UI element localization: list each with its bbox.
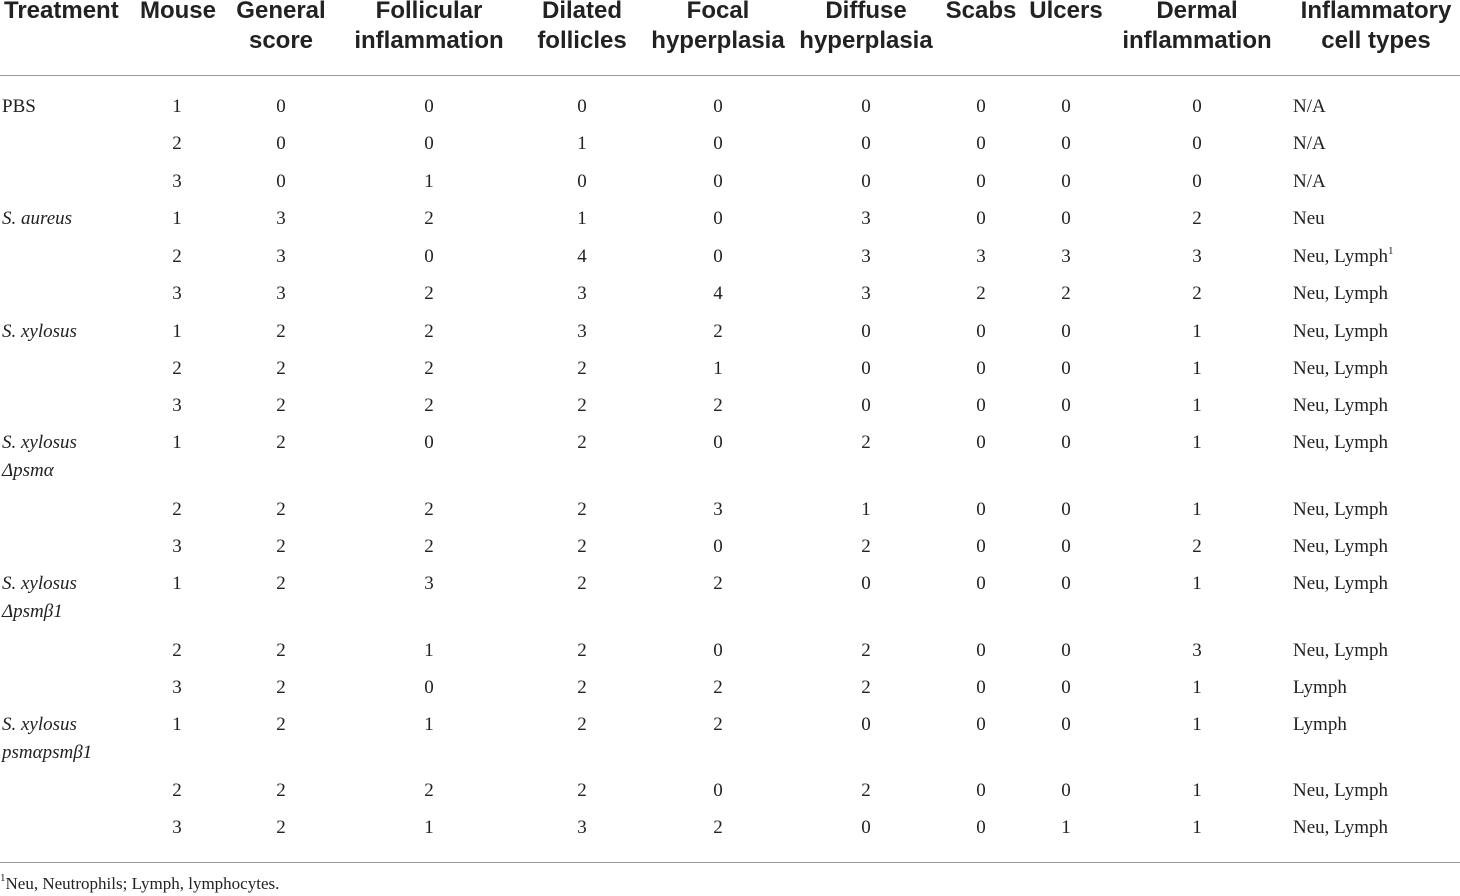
cell-inflammatory-cell-types bbox=[1293, 533, 1388, 561]
cell-inflammatory-cell-types bbox=[1293, 130, 1326, 158]
cell-follicular: 2 bbox=[424, 358, 434, 379]
cell-mouse: 2 bbox=[172, 133, 182, 154]
cell-diffuse: 2 bbox=[861, 536, 871, 557]
cell-dilated: 2 bbox=[577, 714, 587, 735]
cell-general: 2 bbox=[276, 817, 286, 838]
cell-general: 0 bbox=[276, 171, 286, 192]
cell-types-text: Neu, Lymph bbox=[1293, 395, 1388, 416]
cell-types-text: Neu, Lymph bbox=[1293, 499, 1388, 520]
cell-ulcers: 0 bbox=[1061, 171, 1071, 192]
cell-dilated: 1 bbox=[577, 133, 587, 154]
cell-focal: 0 bbox=[713, 171, 723, 192]
cell-ulcers: 2 bbox=[1061, 283, 1071, 304]
cell-mouse: 1 bbox=[172, 96, 182, 117]
cell-dilated: 2 bbox=[577, 677, 587, 698]
footnote-text: Neu, Neutrophils; Lymph, lymphocytes. bbox=[5, 874, 280, 893]
cell-inflammatory-cell-types bbox=[1293, 355, 1388, 383]
treatment-label bbox=[2, 93, 36, 121]
cell-follicular: 2 bbox=[424, 208, 434, 229]
cell-inflammatory-cell-types bbox=[1293, 280, 1388, 308]
cell-scabs: 3 bbox=[976, 246, 986, 267]
cell-types-text: Neu, Lymph bbox=[1293, 780, 1388, 801]
cell-types-text: Neu, Lymph bbox=[1293, 536, 1388, 557]
cell-general: 2 bbox=[276, 358, 286, 379]
cell-follicular: 2 bbox=[424, 780, 434, 801]
cell-diffuse: 2 bbox=[861, 780, 871, 801]
bottom-rule bbox=[0, 862, 1460, 863]
cell-ulcers: 0 bbox=[1061, 96, 1071, 117]
cell-focal: 0 bbox=[713, 536, 723, 557]
cell-types-text: Lymph bbox=[1293, 677, 1347, 698]
cell-general: 2 bbox=[276, 432, 286, 453]
table-footnote bbox=[0, 872, 279, 896]
cell-follicular: 2 bbox=[424, 536, 434, 557]
cell-ulcers: 0 bbox=[1061, 536, 1071, 557]
cell-focal: 2 bbox=[713, 573, 723, 594]
header-diffuse-hyperplasia bbox=[799, 0, 932, 56]
cell-dermal: 1 bbox=[1192, 499, 1202, 520]
header-diffuse-hyperplasia-line2: hyperplasia bbox=[799, 27, 933, 54]
cell-inflammatory-cell-types bbox=[1293, 429, 1388, 457]
cell-diffuse: 2 bbox=[861, 640, 871, 661]
cell-ulcers: 0 bbox=[1061, 640, 1071, 661]
cell-dilated: 0 bbox=[577, 96, 587, 117]
cell-focal: 1 bbox=[713, 358, 723, 379]
cell-dermal: 1 bbox=[1192, 432, 1202, 453]
cell-follicular: 0 bbox=[424, 133, 434, 154]
cell-general: 2 bbox=[276, 321, 286, 342]
cell-dilated: 2 bbox=[577, 640, 587, 661]
cell-scabs: 0 bbox=[976, 321, 986, 342]
cell-general: 3 bbox=[276, 208, 286, 229]
cell-general: 2 bbox=[276, 395, 286, 416]
cell-types-text: Neu, Lymph bbox=[1293, 640, 1388, 661]
cell-dilated: 2 bbox=[577, 499, 587, 520]
cell-ulcers: 0 bbox=[1061, 677, 1071, 698]
cell-diffuse: 3 bbox=[861, 208, 871, 229]
header-dermal-inflammation-line2: inflammation bbox=[1122, 27, 1272, 54]
cell-dermal: 1 bbox=[1192, 817, 1202, 838]
cell-focal: 0 bbox=[713, 780, 723, 801]
header-follicular-inflammation bbox=[354, 0, 503, 56]
treatment-label-line: S. xylosus bbox=[2, 321, 77, 342]
cell-dilated: 2 bbox=[577, 395, 587, 416]
cell-diffuse: 0 bbox=[861, 714, 871, 735]
cell-scabs: 0 bbox=[976, 171, 986, 192]
cell-follicular: 2 bbox=[424, 499, 434, 520]
treatment-label bbox=[2, 570, 77, 626]
header-dilated-follicles bbox=[537, 0, 626, 56]
cell-dermal: 3 bbox=[1192, 640, 1202, 661]
cell-general: 2 bbox=[276, 714, 286, 735]
cell-dilated: 2 bbox=[577, 536, 587, 557]
cell-general: 2 bbox=[276, 640, 286, 661]
cell-inflammatory-cell-types bbox=[1293, 711, 1347, 739]
cell-types-text: N/A bbox=[1293, 171, 1326, 192]
cell-diffuse: 0 bbox=[861, 573, 871, 594]
cell-types-text: N/A bbox=[1293, 133, 1326, 154]
cell-dermal: 1 bbox=[1192, 780, 1202, 801]
cell-ulcers: 0 bbox=[1061, 780, 1071, 801]
treatment-label-line: Δpsmα bbox=[2, 460, 54, 481]
cell-dermal: 1 bbox=[1192, 677, 1202, 698]
cell-scabs: 0 bbox=[976, 640, 986, 661]
cell-types-text: Lymph bbox=[1293, 714, 1347, 735]
header-inflammatory-cell-types-line2: cell types bbox=[1321, 27, 1431, 54]
cell-follicular: 2 bbox=[424, 395, 434, 416]
cell-inflammatory-cell-types bbox=[1293, 318, 1388, 346]
cell-follicular: 3 bbox=[424, 573, 434, 594]
header-dilated-follicles-line1: Dilated bbox=[541, 0, 622, 24]
cell-general: 3 bbox=[276, 246, 286, 267]
treatment-label bbox=[2, 429, 77, 485]
header-dermal-inflammation bbox=[1122, 0, 1271, 56]
cell-follicular: 0 bbox=[424, 96, 434, 117]
cell-general: 2 bbox=[276, 573, 286, 594]
cell-inflammatory-cell-types bbox=[1293, 205, 1325, 233]
cell-scabs: 0 bbox=[976, 432, 986, 453]
header-scabs-label: Scabs bbox=[945, 0, 1017, 24]
cell-scabs: 2 bbox=[976, 283, 986, 304]
cell-mouse: 2 bbox=[172, 358, 182, 379]
footnote-ref: 1 bbox=[1388, 245, 1394, 257]
cell-focal: 2 bbox=[713, 677, 723, 698]
cell-scabs: 0 bbox=[976, 817, 986, 838]
cell-dermal: 2 bbox=[1192, 536, 1202, 557]
treatment-label-line: S. aureus bbox=[2, 208, 73, 229]
cell-ulcers: 0 bbox=[1061, 358, 1071, 379]
cell-dilated: 2 bbox=[577, 780, 587, 801]
cell-diffuse: 2 bbox=[861, 432, 871, 453]
cell-focal: 4 bbox=[713, 283, 723, 304]
cell-scabs: 0 bbox=[976, 96, 986, 117]
treatment-label-line: Δpsmβ1 bbox=[2, 601, 63, 622]
cell-mouse: 1 bbox=[172, 714, 182, 735]
cell-dermal: 0 bbox=[1192, 133, 1202, 154]
header-inflammatory-cell-types-line1: Inflammatory bbox=[1300, 0, 1452, 24]
cell-general: 2 bbox=[276, 780, 286, 801]
treatment-label-line: psmαpsmβ1 bbox=[2, 742, 93, 763]
cell-mouse: 3 bbox=[172, 171, 182, 192]
header-ulcers bbox=[1029, 0, 1102, 26]
cell-inflammatory-cell-types bbox=[1293, 392, 1388, 420]
cell-scabs: 0 bbox=[976, 395, 986, 416]
treatment-label-line: S. xylosus bbox=[2, 714, 77, 735]
treatment-label bbox=[2, 711, 92, 767]
cell-general: 2 bbox=[276, 499, 286, 520]
cell-focal: 2 bbox=[713, 817, 723, 838]
header-rule bbox=[0, 75, 1460, 76]
cell-scabs: 0 bbox=[976, 358, 986, 379]
footnote-marker: 1 bbox=[0, 872, 6, 884]
header-general-score bbox=[236, 0, 325, 56]
cell-mouse: 1 bbox=[172, 573, 182, 594]
cell-types-text: N/A bbox=[1293, 96, 1326, 117]
cell-diffuse: 3 bbox=[861, 283, 871, 304]
cell-diffuse: 0 bbox=[861, 358, 871, 379]
cell-ulcers: 0 bbox=[1061, 573, 1071, 594]
cell-types-text: Neu, Lymph bbox=[1293, 246, 1388, 267]
cell-general: 0 bbox=[276, 96, 286, 117]
header-focal-hyperplasia-line1: Focal bbox=[686, 0, 750, 24]
cell-ulcers: 0 bbox=[1061, 432, 1071, 453]
header-mouse bbox=[140, 0, 216, 26]
cell-follicular: 2 bbox=[424, 283, 434, 304]
header-general-score-line1: General bbox=[236, 0, 326, 24]
cell-focal: 0 bbox=[713, 640, 723, 661]
cell-inflammatory-cell-types bbox=[1293, 93, 1326, 121]
header-treatment bbox=[4, 0, 119, 26]
cell-mouse: 3 bbox=[172, 817, 182, 838]
cell-scabs: 0 bbox=[976, 714, 986, 735]
cell-dermal: 2 bbox=[1192, 283, 1202, 304]
cell-general: 3 bbox=[276, 283, 286, 304]
cell-mouse: 2 bbox=[172, 780, 182, 801]
cell-types-text: Neu, Lymph bbox=[1293, 358, 1388, 379]
cell-mouse: 2 bbox=[172, 640, 182, 661]
header-scabs bbox=[946, 0, 1017, 26]
cell-types-text: Neu bbox=[1293, 208, 1325, 229]
cell-scabs: 0 bbox=[976, 573, 986, 594]
cell-ulcers: 0 bbox=[1061, 133, 1071, 154]
header-focal-hyperplasia-line2: hyperplasia bbox=[651, 27, 785, 54]
cell-mouse: 1 bbox=[172, 432, 182, 453]
cell-mouse: 1 bbox=[172, 321, 182, 342]
cell-diffuse: 0 bbox=[861, 395, 871, 416]
treatment-label-line: S. xylosus bbox=[2, 573, 77, 594]
cell-follicular: 1 bbox=[424, 640, 434, 661]
cell-focal: 0 bbox=[713, 432, 723, 453]
cell-dermal: 0 bbox=[1192, 96, 1202, 117]
cell-scabs: 0 bbox=[976, 133, 986, 154]
cell-follicular: 0 bbox=[424, 677, 434, 698]
cell-follicular: 1 bbox=[424, 714, 434, 735]
cell-ulcers: 0 bbox=[1061, 208, 1071, 229]
cell-follicular: 2 bbox=[424, 321, 434, 342]
header-mouse-label: Mouse bbox=[139, 0, 217, 24]
cell-focal: 2 bbox=[713, 321, 723, 342]
cell-dermal: 1 bbox=[1192, 358, 1202, 379]
cell-types-text: Neu, Lymph bbox=[1293, 573, 1388, 594]
cell-dilated: 2 bbox=[577, 573, 587, 594]
cell-ulcers: 0 bbox=[1061, 321, 1071, 342]
cell-ulcers: 3 bbox=[1061, 246, 1071, 267]
cell-ulcers: 0 bbox=[1061, 499, 1071, 520]
header-follicular-inflammation-line2: inflammation bbox=[354, 27, 504, 54]
cell-inflammatory-cell-types bbox=[1293, 570, 1388, 598]
header-follicular-inflammation-line1: Follicular bbox=[375, 0, 483, 24]
cell-follicular: 1 bbox=[424, 817, 434, 838]
cell-inflammatory-cell-types bbox=[1293, 637, 1388, 665]
header-dilated-follicles-line2: follicles bbox=[537, 27, 627, 54]
header-general-score-line2: score bbox=[248, 27, 314, 54]
header-diffuse-hyperplasia-line1: Diffuse bbox=[825, 0, 907, 24]
cell-follicular: 1 bbox=[424, 171, 434, 192]
header-inflammatory-cell-types bbox=[1301, 0, 1452, 56]
cell-ulcers: 0 bbox=[1061, 395, 1071, 416]
cell-diffuse: 2 bbox=[861, 677, 871, 698]
cell-scabs: 0 bbox=[976, 208, 986, 229]
cell-mouse: 3 bbox=[172, 283, 182, 304]
cell-diffuse: 0 bbox=[861, 817, 871, 838]
cell-dilated: 2 bbox=[577, 432, 587, 453]
treatment-label bbox=[2, 205, 72, 233]
cell-diffuse: 0 bbox=[861, 133, 871, 154]
cell-diffuse: 1 bbox=[861, 499, 871, 520]
cell-dilated: 3 bbox=[577, 283, 587, 304]
cell-mouse: 2 bbox=[172, 499, 182, 520]
cell-mouse: 2 bbox=[172, 246, 182, 267]
cell-dermal: 1 bbox=[1192, 573, 1202, 594]
cell-scabs: 0 bbox=[976, 499, 986, 520]
cell-inflammatory-cell-types bbox=[1293, 168, 1326, 196]
cell-follicular: 0 bbox=[424, 246, 434, 267]
cell-dermal: 2 bbox=[1192, 208, 1202, 229]
cell-dilated: 0 bbox=[577, 171, 587, 192]
cell-types-text: Neu, Lymph bbox=[1293, 432, 1388, 453]
cell-inflammatory-cell-types bbox=[1293, 674, 1347, 702]
cell-inflammatory-cell-types bbox=[1293, 814, 1388, 842]
cell-ulcers: 1 bbox=[1061, 817, 1071, 838]
cell-general: 0 bbox=[276, 133, 286, 154]
cell-focal: 2 bbox=[713, 714, 723, 735]
cell-dermal: 1 bbox=[1192, 714, 1202, 735]
cell-general: 2 bbox=[276, 677, 286, 698]
header-ulcers-label: Ulcers bbox=[1029, 0, 1103, 24]
cell-ulcers: 0 bbox=[1061, 714, 1071, 735]
cell-focal: 0 bbox=[713, 246, 723, 267]
cell-focal: 0 bbox=[713, 133, 723, 154]
cell-mouse: 3 bbox=[172, 536, 182, 557]
cell-dilated: 2 bbox=[577, 358, 587, 379]
cell-inflammatory-cell-types bbox=[1293, 777, 1388, 805]
cell-focal: 2 bbox=[713, 395, 723, 416]
cell-diffuse: 0 bbox=[861, 321, 871, 342]
cell-dilated: 3 bbox=[577, 321, 587, 342]
cell-follicular: 0 bbox=[424, 432, 434, 453]
cell-focal: 3 bbox=[713, 499, 723, 520]
cell-dilated: 4 bbox=[577, 246, 587, 267]
cell-types-text: Neu, Lymph bbox=[1293, 283, 1388, 304]
cell-diffuse: 0 bbox=[861, 171, 871, 192]
cell-types-text: Neu, Lymph bbox=[1293, 817, 1388, 838]
treatment-label bbox=[2, 318, 77, 346]
cell-inflammatory-cell-types bbox=[1293, 243, 1394, 271]
cell-focal: 0 bbox=[713, 208, 723, 229]
cell-scabs: 0 bbox=[976, 536, 986, 557]
header-focal-hyperplasia bbox=[651, 0, 784, 56]
cell-dilated: 3 bbox=[577, 817, 587, 838]
cell-dermal: 0 bbox=[1192, 171, 1202, 192]
cell-mouse: 3 bbox=[172, 677, 182, 698]
cell-scabs: 0 bbox=[976, 780, 986, 801]
cell-mouse: 3 bbox=[172, 395, 182, 416]
cell-scabs: 0 bbox=[976, 677, 986, 698]
cell-types-text: Neu, Lymph bbox=[1293, 321, 1388, 342]
header-dermal-inflammation-line1: Dermal bbox=[1156, 0, 1238, 24]
cell-dermal: 3 bbox=[1192, 246, 1202, 267]
treatment-label-line: S. xylosus bbox=[2, 432, 77, 453]
cell-dermal: 1 bbox=[1192, 321, 1202, 342]
cell-dermal: 1 bbox=[1192, 395, 1202, 416]
cell-diffuse: 3 bbox=[861, 246, 871, 267]
cell-mouse: 1 bbox=[172, 208, 182, 229]
cell-diffuse: 0 bbox=[861, 96, 871, 117]
cell-general: 2 bbox=[276, 536, 286, 557]
header-treatment-label: Treatment bbox=[4, 0, 119, 24]
treatment-label-line: PBS bbox=[2, 96, 36, 117]
cell-inflammatory-cell-types bbox=[1293, 496, 1388, 524]
cell-dilated: 1 bbox=[577, 208, 587, 229]
cell-focal: 0 bbox=[713, 96, 723, 117]
